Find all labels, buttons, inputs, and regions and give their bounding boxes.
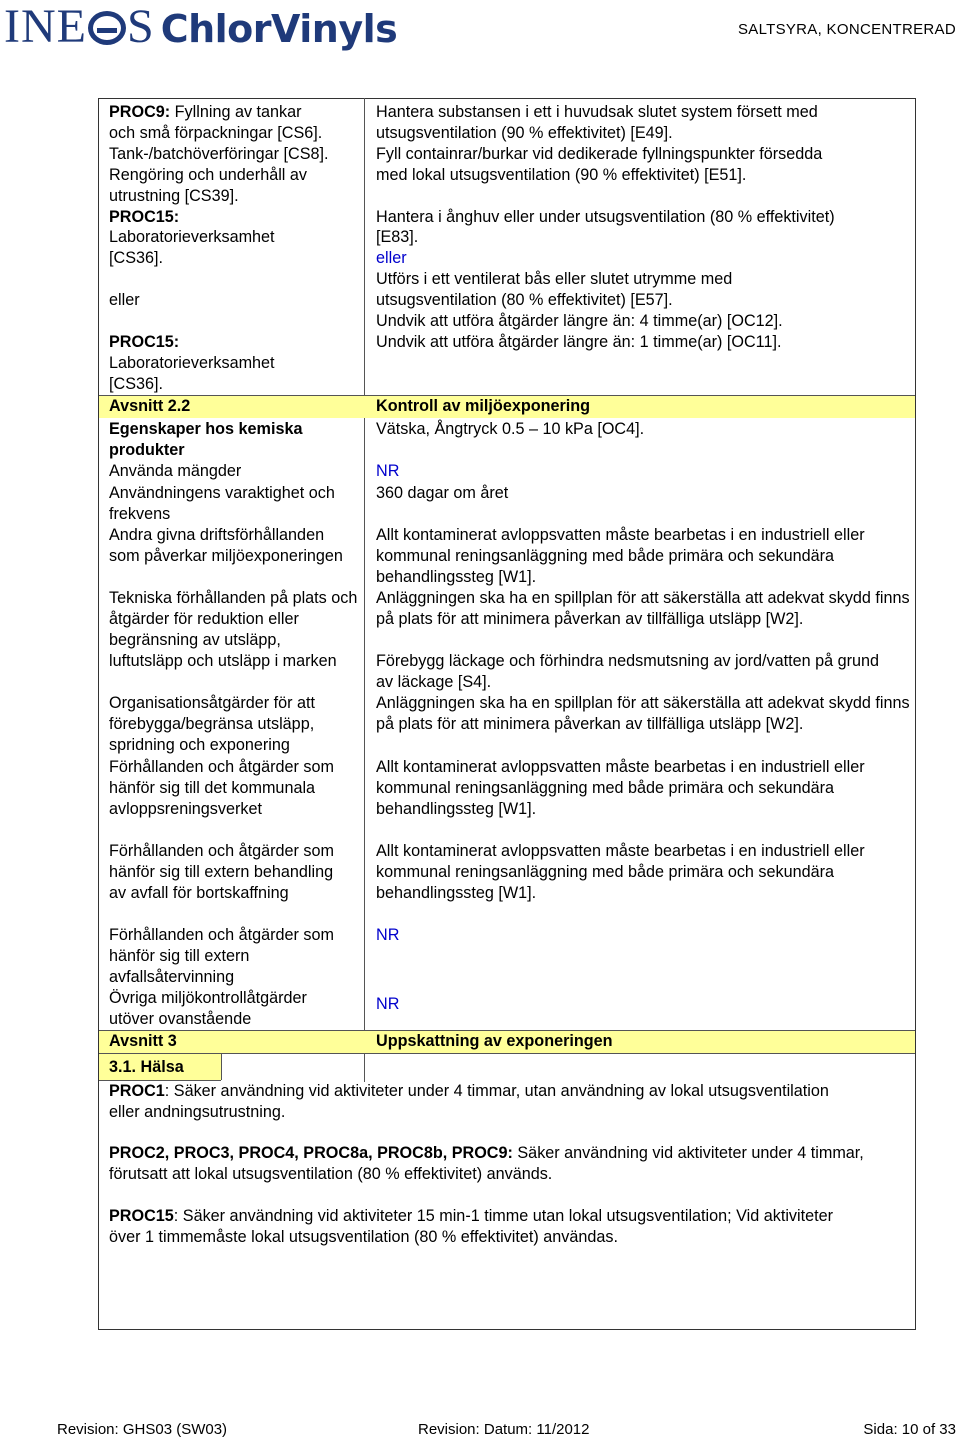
- proc-label: PROC15: [109, 1207, 174, 1225]
- row-label: Förhållanden och åtgärder som hänför sig till extern behandling av avfall för bortskaffning: [109, 842, 334, 902]
- paragraph-text: Säker användning vid aktiviteter under 4 timmar, förutsatt att lokal utsugsventilation (80 % effektivitet) används.: [109, 1144, 864, 1183]
- measure-line: Fyll containrar/burkar vid dedikerade fyllningspunkter försedda: [376, 144, 823, 163]
- row-label: Egenskaper hos kemiska produkter: [109, 420, 303, 459]
- row-value: Anläggningen ska ha en spillplan för att säkerställa att adekvat skydd finns på plats för att minimera påverkan av tillfälliga utsläpp [W2].: [376, 589, 910, 628]
- row-value: Allt kontaminerat avloppsvatten måste bearbetas i en industriell eller kommunal reningsanläggning med både primära och sekundära behandlingssteg [W1].: [376, 842, 865, 902]
- paragraph-text: : Säker användning vid aktiviteter under 4 timmar, utan användning av lokal utsugsventilation eller andningsutrustning.: [109, 1082, 829, 1121]
- proc-line: Rengöring och underhåll av: [109, 165, 307, 184]
- row-value: 360 dagar om året: [376, 484, 509, 502]
- section-heading: Kontroll av miljöexponering: [376, 397, 591, 415]
- paragraph-text: : Säker användning vid aktiviteter 15 min-1 timme utan lokal utsugsventilation; Vid aktiviteter över 1 timmemåste lokal utsugsventilation (80 % effektivitet) användas.: [109, 1207, 834, 1246]
- ineos-o-icon: [88, 11, 126, 45]
- row-value: Förebygg läckage och förhindra nedsmutsning av jord/vatten på grund av läckage [S4].: [376, 652, 880, 691]
- row-label: Andra givna driftsförhållanden som påverkar miljöexponeringen: [109, 526, 343, 565]
- row-value: Anläggningen ska ha en spillplan för att säkerställa att adekvat skydd finns på plats för att minimera påverkan av tillfälliga utsläpp [W2].: [376, 694, 910, 733]
- section-heading: Avsnitt 3: [109, 1032, 177, 1050]
- measure-line: eller: [376, 249, 407, 268]
- health-paragraph: [109, 1081, 829, 1123]
- row-label: Övriga miljökontrollåtgärder utöver ovanstående: [109, 989, 307, 1028]
- row-value: NR: [376, 462, 400, 480]
- proc-label: PROC15:: [109, 207, 180, 226]
- row-label: Använda mängder: [109, 462, 242, 480]
- health-paragraph: [109, 1206, 849, 1248]
- measure-line: Undvik att utföra åtgärder längre än: 4 timme(ar) [OC12].: [376, 312, 783, 331]
- document-title: SALTSYRA, KONCENTRERAD: [737, 21, 956, 38]
- proc-line: utrustning [CS39].: [109, 186, 239, 205]
- row-label: Användningens varaktighet och frekvens: [109, 484, 335, 523]
- column-divider: [221, 1053, 222, 1080]
- measure-line: Hantera i ånghuv eller under utsugsventilation (80 % effektivitet): [376, 207, 835, 226]
- measure-line: Hantera substansen i ett i huvudsak slutet system försett med: [376, 103, 818, 121]
- proc-label: PROC15:: [109, 332, 180, 351]
- ineos-logo-text: INE S: [4, 0, 155, 53]
- measure-line: Undvik att utföra åtgärder längre än: 1 timme(ar) [OC11].: [376, 332, 782, 351]
- row-value: Allt kontaminerat avloppsvatten måste bearbetas i en industriell eller kommunal reningsanläggning med både primära och sekundära behandlingssteg [W1].: [376, 526, 865, 586]
- proc-label: PROC2, PROC3, PROC4, PROC8a, PROC8b, PROC9:: [109, 1144, 513, 1162]
- proc-label: PROC1: [109, 1082, 165, 1100]
- measure-line: utsugsventilation (80 % effektivitet) [E57].: [376, 291, 673, 310]
- measure-line: utsugsventilation (90 % effektivitet) [E49].: [376, 123, 673, 142]
- company-logo: [4, 0, 397, 54]
- column-divider: [364, 98, 365, 1082]
- proc-line: Tank-/batchöverföringar [CS8].: [109, 144, 329, 163]
- footer-revision: Revision: GHS03 (SW03): [57, 1421, 228, 1438]
- chlorvinyls-logo-text: ChlorVinyls: [160, 7, 398, 51]
- footer-revision-date: Revision: Datum: 11/2012: [418, 1421, 590, 1438]
- health-paragraph: [109, 1143, 899, 1185]
- row-label: Tekniska förhållanden på plats och åtgärder för reduktion eller begränsning av utsläpp, luftutsläpp och utsläpp i marken: [109, 589, 358, 670]
- proc-line: Laboratorieverksamhet: [109, 228, 275, 247]
- proc-line: [CS36].: [109, 374, 163, 393]
- row-label: Organisationsåtgärder för att förebygga/begränsa utsläpp, spridning och exponering: [109, 694, 316, 754]
- proc-conditions-left: PROC9: Fyllning av tankar och små förpackningar [CS6]. Tank-/batchöverföringar [CS8]. Rengöring och underhåll av utrustning [CS39]. PROC15: Laboratorieverksamhet [CS36]. eller PROC15: Laboratorieverksamhet [CS36].: [109, 102, 364, 395]
- measure-line: Utförs i ett ventilerat bås eller slutet utrymme med: [376, 270, 733, 289]
- proc-line: Laboratorieverksamhet: [109, 353, 275, 372]
- measure-line: med lokal utsugsventilation (90 % effektivitet) [E51].: [376, 165, 747, 184]
- measure-line: [E83].: [376, 228, 419, 247]
- row-value: Vätska, Ångtryck 0.5 – 10 kPa [OC4].: [376, 420, 645, 438]
- proc-line: [CS36].: [109, 249, 163, 268]
- row-value: Allt kontaminerat avloppsvatten måste bearbetas i en industriell eller kommunal reningsanläggning med både primära och sekundära behandlingssteg [W1].: [376, 758, 865, 818]
- row-value: NR: [376, 995, 400, 1013]
- proc-measures-right: [376, 102, 916, 353]
- row-value: NR: [376, 926, 400, 944]
- proc-line: och små förpackningar [CS6].: [109, 123, 323, 142]
- section-heading: Avsnitt 2.2: [109, 397, 191, 415]
- row-label: Förhållanden och åtgärder som hänför sig till det kommunala avloppsreningsverket: [109, 758, 334, 818]
- subsection-heading: 3.1. Hälsa: [109, 1058, 184, 1076]
- row-label: Förhållanden och åtgärder som hänför sig till extern avfallsåtervinning: [109, 926, 334, 986]
- proc-line: eller: [109, 291, 140, 310]
- section-heading: Uppskattning av exponeringen: [376, 1032, 613, 1050]
- footer-page-number: Sida: 10 of 33: [863, 1421, 956, 1438]
